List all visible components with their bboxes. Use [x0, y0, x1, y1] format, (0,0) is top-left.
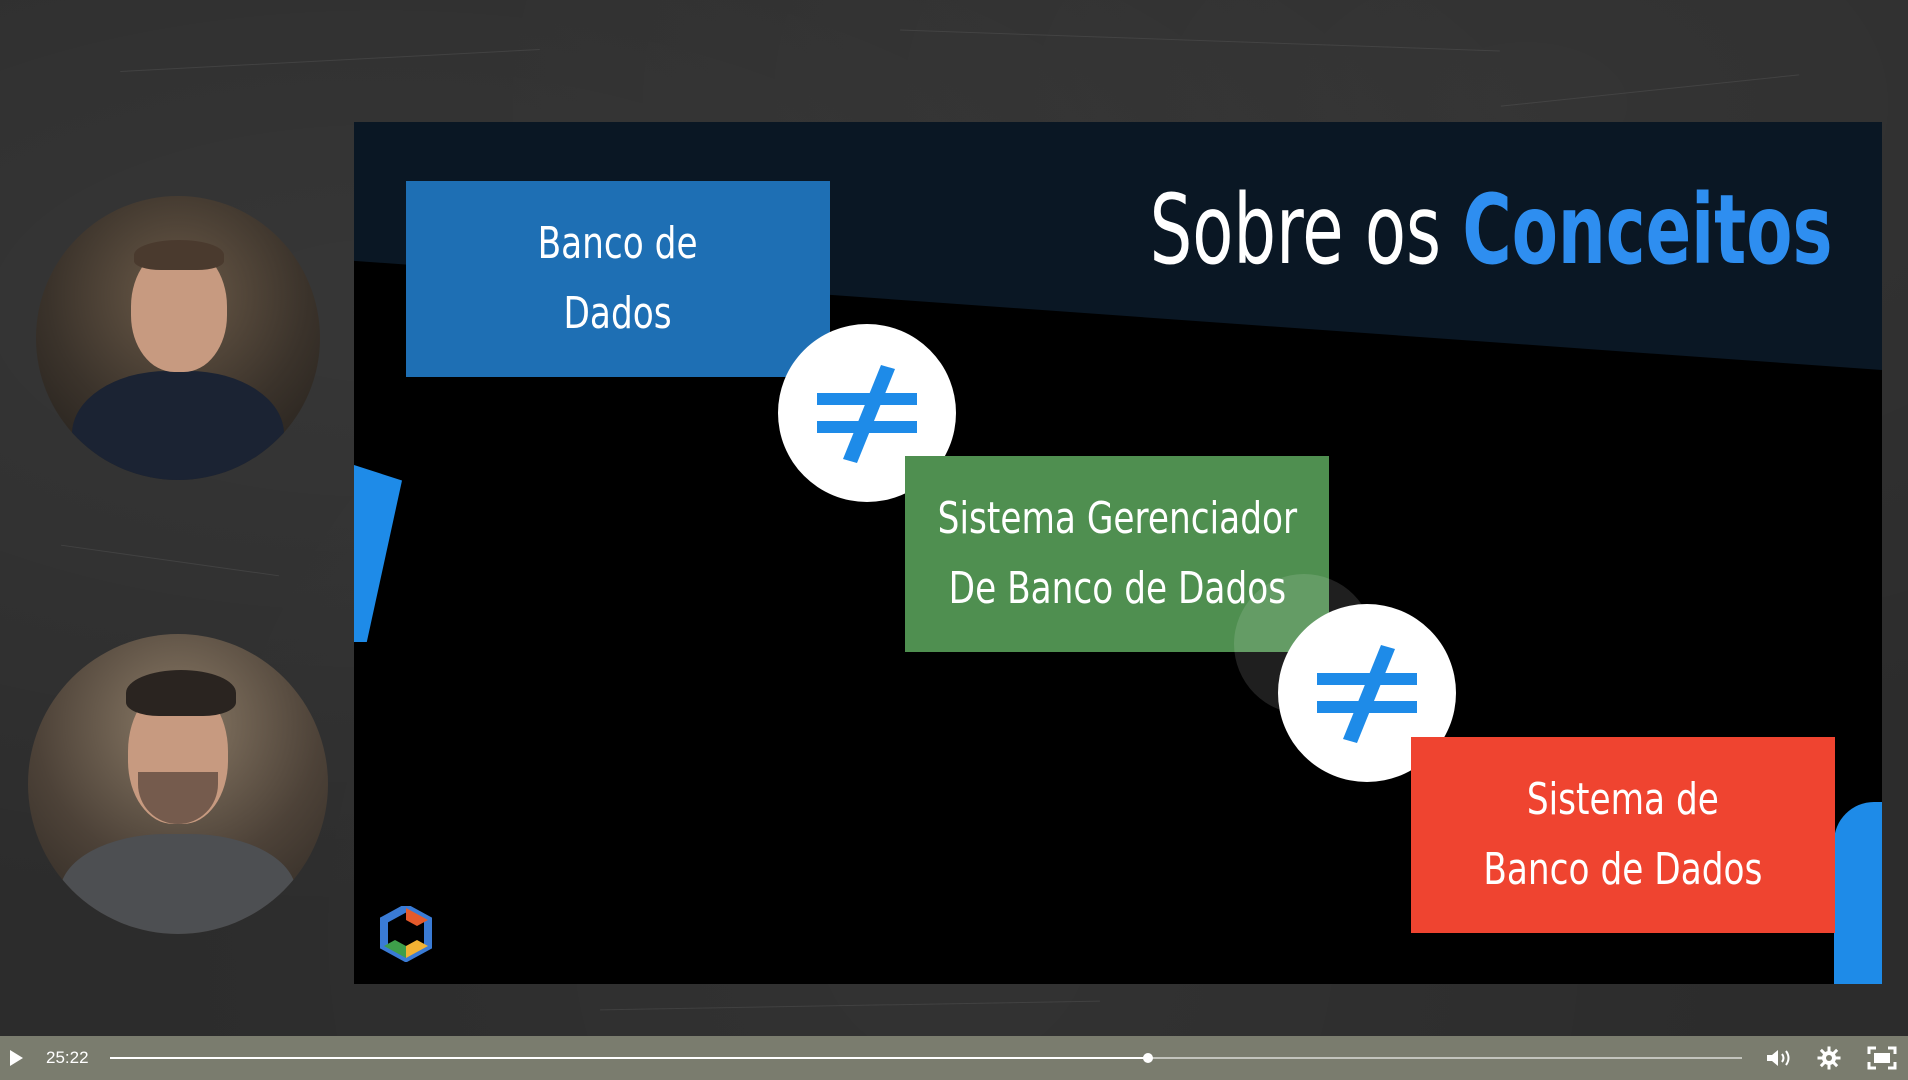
presenter-1-body	[72, 371, 284, 480]
concept-box-sistema-de-banco-de-dados	[1411, 737, 1835, 933]
settings-button[interactable]	[1812, 1036, 1846, 1080]
channel-logo-icon	[376, 906, 436, 962]
box-green-line-2: De Banco de Dados	[948, 563, 1286, 614]
title-accent: Conceitos	[1461, 174, 1832, 286]
play-icon	[8, 1049, 24, 1067]
box-red-line-2: Banco de Dados	[1483, 844, 1763, 895]
play-button[interactable]	[0, 1036, 32, 1080]
webcam-presenter-1	[36, 196, 320, 480]
chalk-scratch	[1501, 74, 1799, 106]
title-plain: Sobre os	[1149, 174, 1441, 286]
chalk-scratch	[900, 30, 1500, 52]
progress-fill	[110, 1057, 1148, 1059]
presenter-1-hair	[134, 240, 224, 270]
chalk-scratch	[600, 1001, 1100, 1011]
slide-title	[1149, 174, 1832, 286]
current-time: 25:22	[46, 1048, 89, 1067]
chalk-scratch	[120, 49, 539, 72]
box-blue-line-2: Dados	[563, 288, 673, 339]
presentation-slide	[354, 122, 1882, 984]
database-cylinder-decoration-left	[354, 452, 402, 642]
database-cylinder-decoration-right	[1834, 802, 1882, 984]
volume-icon	[1765, 1048, 1793, 1068]
volume-button[interactable]	[1762, 1036, 1796, 1080]
box-blue-line-1: Banco de	[537, 218, 698, 269]
video-player-controls	[0, 1036, 1908, 1080]
settings-gear-icon	[1817, 1046, 1841, 1070]
fullscreen-icon	[1867, 1046, 1897, 1070]
presenter-2-beard	[138, 772, 218, 824]
concept-box-banco-de-dados	[406, 181, 830, 377]
progress-bar[interactable]	[110, 1057, 1742, 1059]
presenter-2-body	[60, 834, 296, 934]
box-red-line-1: Sistema de	[1526, 774, 1720, 825]
fullscreen-button[interactable]	[1864, 1036, 1900, 1080]
progress-handle[interactable]	[1143, 1053, 1153, 1063]
webcam-presenter-2	[28, 634, 328, 934]
chalk-scratch	[61, 545, 279, 577]
presenter-2-hair	[126, 670, 236, 716]
box-green-line-1: Sistema Gerenciador	[937, 493, 1297, 544]
